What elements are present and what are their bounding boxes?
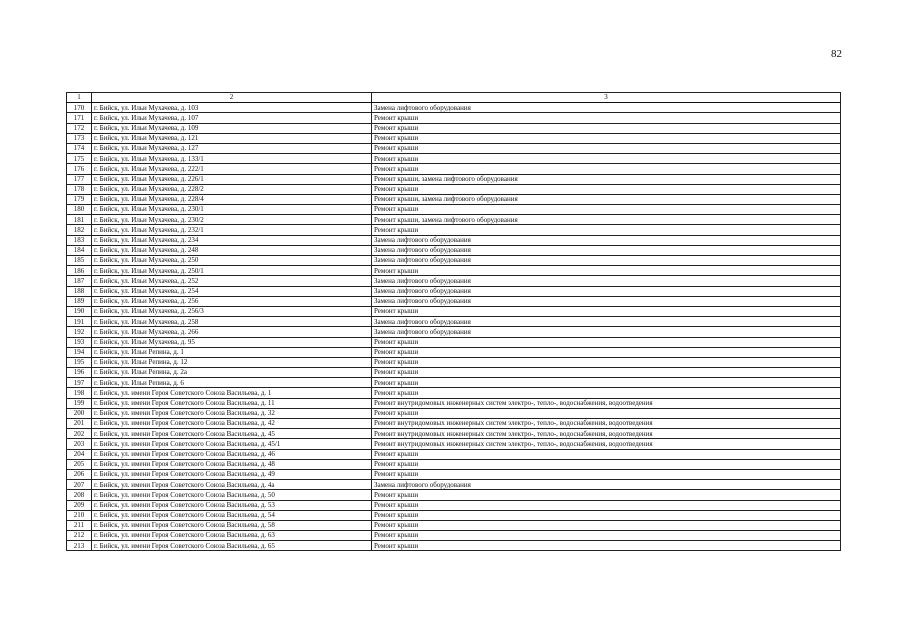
table-row: [67, 337, 841, 347]
table-row: [67, 103, 841, 113]
address-cell: г. Бийск, ул. Ильи Мухачева, д. 250: [92, 256, 372, 266]
row-number-cell: 187: [67, 276, 92, 286]
table-row: [67, 429, 841, 439]
work-type-cell: Замена лифтового оборудования: [372, 480, 841, 490]
address-cell: г. Бийск, ул. Ильи Мухачева, д. 230/1: [92, 205, 372, 215]
work-type-cell: Ремонт крыши: [372, 164, 841, 174]
table-row: [67, 266, 841, 276]
table-row: [67, 459, 841, 469]
header-col-work-type: 3: [372, 93, 841, 103]
table-row: [67, 520, 841, 530]
table-row: [67, 306, 841, 316]
address-cell: г. Бийск, ул. имени Героя Советского Союза Васильева, д. 11: [92, 398, 372, 408]
work-type-cell: Ремонт крыши: [372, 306, 841, 316]
table-row: [67, 225, 841, 235]
work-type-cell: Ремонт крыши: [372, 113, 841, 123]
address-cell: г. Бийск, ул. Ильи Мухачева, д. 107: [92, 113, 372, 123]
row-number-cell: 186: [67, 266, 92, 276]
table-row: [67, 184, 841, 194]
address-cell: г. Бийск, ул. Ильи Мухачева, д. 127: [92, 143, 372, 153]
work-type-cell: Ремонт крыши: [372, 541, 841, 551]
address-cell: г. Бийск, ул. Ильи Мухачева, д. 234: [92, 235, 372, 245]
work-type-cell: Ремонт крыши: [372, 490, 841, 500]
table-row: [67, 357, 841, 367]
address-cell: г. Бийск, ул. имени Героя Советского Союза Васильева, д. 49: [92, 469, 372, 479]
row-number-cell: 202: [67, 429, 92, 439]
work-type-cell: Ремонт крыши: [372, 205, 841, 215]
row-number-cell: 194: [67, 347, 92, 357]
work-type-cell: Ремонт крыши: [372, 408, 841, 418]
address-cell: г. Бийск, ул. имени Героя Советского Союза Васильева, д. 1: [92, 388, 372, 398]
row-number-cell: 212: [67, 531, 92, 541]
address-cell: г. Бийск, ул. Ильи Мухачева, д. 256: [92, 296, 372, 306]
row-number-cell: 190: [67, 306, 92, 316]
table-row: [67, 480, 841, 490]
table-row: [67, 256, 841, 266]
work-type-cell: Ремонт крыши: [372, 388, 841, 398]
row-number-cell: 195: [67, 357, 92, 367]
address-cell: г. Бийск, ул. Ильи Мухачева, д. 133/1: [92, 154, 372, 164]
table-row: [67, 286, 841, 296]
table-row: [67, 347, 841, 357]
row-number-cell: 182: [67, 225, 92, 235]
work-type-cell: Ремонт крыши, замена лифтового оборудования: [372, 174, 841, 184]
work-type-cell: Ремонт крыши: [372, 510, 841, 520]
work-type-cell: Ремонт крыши: [372, 469, 841, 479]
address-cell: г. Бийск, ул. Ильи Мухачева, д. 103: [92, 103, 372, 113]
address-cell: г. Бийск, ул. Ильи Мухачева, д. 109: [92, 123, 372, 133]
work-type-cell: Ремонт крыши: [372, 225, 841, 235]
page-number: 82: [831, 48, 842, 60]
row-number-cell: 203: [67, 439, 92, 449]
work-type-cell: Ремонт крыши, замена лифтового оборудования: [372, 215, 841, 225]
row-number-cell: 173: [67, 133, 92, 143]
address-cell: г. Бийск, ул. имени Героя Советского Союза Васильева, д. 65: [92, 541, 372, 551]
table-row: [67, 378, 841, 388]
row-number-cell: 178: [67, 184, 92, 194]
row-number-cell: 201: [67, 419, 92, 429]
address-cell: г. Бийск, ул. имени Героя Советского Союза Васильева, д. 4а: [92, 480, 372, 490]
table-row: [67, 154, 841, 164]
work-type-cell: Замена лифтового оборудования: [372, 296, 841, 306]
address-cell: г. Бийск, ул. Ильи Репина, д. 2а: [92, 368, 372, 378]
address-cell: г. Бийск, ул. Ильи Мухачева, д. 230/2: [92, 215, 372, 225]
table-row: [67, 327, 841, 337]
row-number-cell: 189: [67, 296, 92, 306]
row-number-cell: 185: [67, 256, 92, 266]
address-cell: г. Бийск, ул. имени Героя Советского Союза Васильева, д. 42: [92, 419, 372, 429]
table-row: [67, 388, 841, 398]
row-number-cell: 207: [67, 480, 92, 490]
address-cell: г. Бийск, ул. имени Героя Советского Союза Васильева, д. 46: [92, 449, 372, 459]
address-cell: г. Бийск, ул. имени Героя Советского Союза Васильева, д. 63: [92, 531, 372, 541]
address-cell: г. Бийск, ул. Ильи Мухачева, д. 252: [92, 276, 372, 286]
address-cell: г. Бийск, ул. Ильи Мухачева, д. 222/1: [92, 164, 372, 174]
work-type-cell: Ремонт крыши: [372, 531, 841, 541]
row-number-cell: 191: [67, 317, 92, 327]
table-row: [67, 123, 841, 133]
row-number-cell: 198: [67, 388, 92, 398]
work-type-cell: Ремонт крыши: [372, 123, 841, 133]
row-number-cell: 188: [67, 286, 92, 296]
work-type-cell: Ремонт крыши: [372, 347, 841, 357]
address-cell: г. Бийск, ул. имени Героя Советского Союза Васильева, д. 58: [92, 520, 372, 530]
row-number-cell: 208: [67, 490, 92, 500]
row-number-cell: 170: [67, 103, 92, 113]
header-col-number: 1: [67, 93, 92, 103]
work-type-cell: Замена лифтового оборудования: [372, 256, 841, 266]
row-number-cell: 193: [67, 337, 92, 347]
row-number-cell: 181: [67, 215, 92, 225]
work-type-cell: Ремонт крыши: [372, 500, 841, 510]
row-number-cell: 211: [67, 520, 92, 530]
row-number-cell: 197: [67, 378, 92, 388]
work-type-cell: Ремонт крыши: [372, 143, 841, 153]
row-number-cell: 177: [67, 174, 92, 184]
row-number-cell: 206: [67, 469, 92, 479]
address-cell: г. Бийск, ул. Ильи Мухачева, д. 228/4: [92, 194, 372, 204]
table-row: [67, 449, 841, 459]
row-number-cell: 196: [67, 368, 92, 378]
row-number-cell: 213: [67, 541, 92, 551]
row-number-cell: 171: [67, 113, 92, 123]
address-cell: г. Бийск, ул. Ильи Мухачева, д. 95: [92, 337, 372, 347]
row-number-cell: 205: [67, 459, 92, 469]
work-type-cell: Ремонт внутридомовых инженерных систем электро-, тепло-, водоснабжения, водоотведения: [372, 398, 841, 408]
address-cell: г. Бийск, ул. имени Героя Советского Союза Васильева, д. 45: [92, 429, 372, 439]
address-cell: г. Бийск, ул. имени Героя Советского Союза Васильева, д. 45/1: [92, 439, 372, 449]
table-body: [67, 103, 841, 551]
address-cell: г. Бийск, ул. Ильи Мухачева, д. 254: [92, 286, 372, 296]
work-type-cell: Ремонт крыши: [372, 459, 841, 469]
work-type-cell: Ремонт крыши: [372, 368, 841, 378]
address-cell: г. Бийск, ул. имени Героя Советского Союза Васильева, д. 32: [92, 408, 372, 418]
address-cell: г. Бийск, ул. имени Героя Советского Союза Васильева, д. 53: [92, 500, 372, 510]
address-cell: г. Бийск, ул. Ильи Репина, д. 1: [92, 347, 372, 357]
address-cell: г. Бийск, ул. имени Героя Советского Союза Васильева, д. 48: [92, 459, 372, 469]
work-type-cell: Ремонт крыши: [372, 184, 841, 194]
address-cell: г. Бийск, ул. Ильи Мухачева, д. 250/1: [92, 266, 372, 276]
table-row: [67, 368, 841, 378]
address-cell: г. Бийск, ул. Ильи Мухачева, д. 248: [92, 245, 372, 255]
table-row: [67, 398, 841, 408]
row-number-cell: 180: [67, 205, 92, 215]
table-header: [67, 93, 841, 103]
row-number-cell: 174: [67, 143, 92, 153]
table-row: [67, 439, 841, 449]
work-type-cell: Ремонт внутридомовых инженерных систем электро-, тепло-, водоснабжения, водоотведения: [372, 439, 841, 449]
table-row: [67, 490, 841, 500]
work-type-cell: Замена лифтового оборудования: [372, 317, 841, 327]
work-type-cell: Ремонт крыши: [372, 449, 841, 459]
address-cell: г. Бийск, ул. имени Героя Советского Союза Васильева, д. 50: [92, 490, 372, 500]
table-row: [67, 174, 841, 184]
table-row: [67, 113, 841, 123]
work-type-cell: Замена лифтового оборудования: [372, 327, 841, 337]
work-type-cell: Ремонт внутридомовых инженерных систем электро-, тепло-, водоснабжения, водоотведения: [372, 419, 841, 429]
table-row: [67, 143, 841, 153]
table-row: [67, 408, 841, 418]
work-type-cell: Ремонт крыши: [372, 133, 841, 143]
work-type-cell: Ремонт внутридомовых инженерных систем электро-, тепло-, водоснабжения, водоотведения: [372, 429, 841, 439]
address-cell: г. Бийск, ул. Ильи Мухачева, д. 256/3: [92, 306, 372, 316]
row-number-cell: 175: [67, 154, 92, 164]
address-cell: г. Бийск, ул. Ильи Мухачева, д. 232/1: [92, 225, 372, 235]
address-cell: г. Бийск, ул. Ильи Репина, д. 12: [92, 357, 372, 367]
row-number-cell: 200: [67, 408, 92, 418]
work-type-cell: Ремонт крыши: [372, 357, 841, 367]
work-type-cell: Ремонт крыши: [372, 520, 841, 530]
table-row: [67, 500, 841, 510]
address-cell: г. Бийск, ул. Ильи Репина, д. 6: [92, 378, 372, 388]
row-number-cell: 179: [67, 194, 92, 204]
row-number-cell: 192: [67, 327, 92, 337]
work-type-cell: Замена лифтового оборудования: [372, 245, 841, 255]
table-row: [67, 133, 841, 143]
row-number-cell: 204: [67, 449, 92, 459]
table-row: [67, 205, 841, 215]
row-number-cell: 183: [67, 235, 92, 245]
row-number-cell: 199: [67, 398, 92, 408]
work-type-cell: Замена лифтового оборудования: [372, 286, 841, 296]
table-row: [67, 419, 841, 429]
row-number-cell: 176: [67, 164, 92, 174]
table-row: [67, 276, 841, 286]
table-row: [67, 235, 841, 245]
work-type-cell: Ремонт крыши: [372, 378, 841, 388]
header-row: [67, 93, 841, 103]
table-row: [67, 510, 841, 520]
address-cell: г. Бийск, ул. Ильи Мухачева, д. 226/1: [92, 174, 372, 184]
work-type-cell: Ремонт крыши, замена лифтового оборудования: [372, 194, 841, 204]
table-row: [67, 194, 841, 204]
row-number-cell: 172: [67, 123, 92, 133]
table-row: [67, 296, 841, 306]
row-number-cell: 184: [67, 245, 92, 255]
table-row: [67, 317, 841, 327]
header-col-address: 2: [92, 93, 372, 103]
address-cell: г. Бийск, ул. Ильи Мухачева, д. 258: [92, 317, 372, 327]
table-row: [67, 541, 841, 551]
work-type-cell: Замена лифтового оборудования: [372, 103, 841, 113]
work-type-cell: Ремонт крыши: [372, 337, 841, 347]
repair-register-table: [66, 92, 841, 551]
table-row: [67, 469, 841, 479]
table-row: [67, 531, 841, 541]
table-row: [67, 245, 841, 255]
address-cell: г. Бийск, ул. Ильи Мухачева, д. 228/2: [92, 184, 372, 194]
table-row: [67, 164, 841, 174]
row-number-cell: 210: [67, 510, 92, 520]
work-type-cell: Ремонт крыши: [372, 266, 841, 276]
work-type-cell: Ремонт крыши: [372, 154, 841, 164]
work-type-cell: Замена лифтового оборудования: [372, 276, 841, 286]
table-row: [67, 215, 841, 225]
address-cell: г. Бийск, ул. имени Героя Советского Союза Васильева, д. 54: [92, 510, 372, 520]
address-cell: г. Бийск, ул. Ильи Мухачева, д. 121: [92, 133, 372, 143]
row-number-cell: 209: [67, 500, 92, 510]
work-type-cell: Замена лифтового оборудования: [372, 235, 841, 245]
address-cell: г. Бийск, ул. Ильи Мухачева, д. 266: [92, 327, 372, 337]
